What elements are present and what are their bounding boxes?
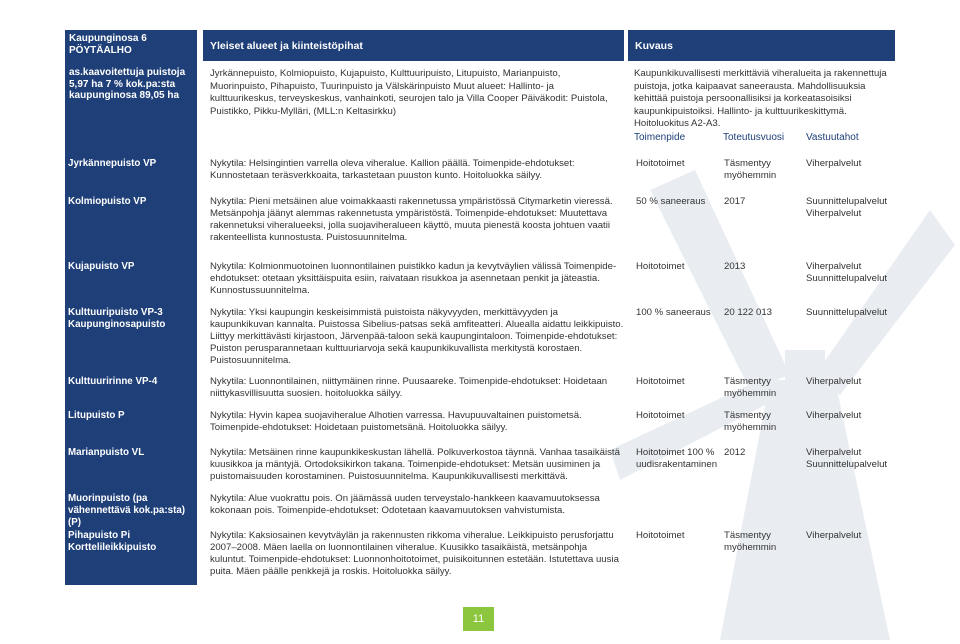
intro-text: Jyrkännepuisto, Kolmiopuisto, Kujapuisto, Kulttuuripuisto, Litupuisto, Marianpuisto, Muorinpuisto, Pihapuisto, Tuurinpuisto ja Välskärinpuisto Muut alueet: Hallinto- ja kulttuurikeskus, terveyskeskus, vanhainkoti, seurojen talo ja Villa Cooper Päiväkodit: Puistola, Puistikko, Pikku-Mylläri, (MLL:n Keltasirkku) xyxy=(210,68,608,117)
district-info-line: kaupunginosa 89,05 ha xyxy=(69,90,180,101)
park-name: Kolmiopuisto VP xyxy=(68,196,147,207)
park-responsible: Viherpalvelut xyxy=(806,376,862,387)
park-action: Hoitotoimet xyxy=(636,261,685,272)
park-action: 50 % saneeraus xyxy=(636,196,706,207)
district-title-line: PÖYTÄALHO xyxy=(69,44,132,56)
park-name: Kulttuuririnne VP-4 xyxy=(68,376,158,387)
park-name: Kulttuuripuisto VP-3 Kaupunginosapuisto xyxy=(68,307,166,330)
park-timing: Täsmentyy myöhemmin xyxy=(724,410,777,433)
park-responsible: Viherpalvelut xyxy=(806,158,862,169)
description-header: Kuvaus xyxy=(628,30,895,61)
park-description: Nykytila: Luonnontilainen, niittymäinen rinne. Puusaareke. Toimenpide-ehdotukset: Hoidetaan niittykasvillisuutta suosien. hoitoluokka säilyy. xyxy=(210,376,608,399)
park-name: Pihapuisto Pi Korttelileikkipuisto xyxy=(68,530,157,553)
park-responsible: Viherpalvelut Suunnittelupalvelut xyxy=(806,261,888,284)
park-description: Nykytila: Kaksiosainen kevytväylän ja rakennusten rikkoma viheralue. Leikkipuisto perusforjattu 2007–2008. Mäen laella on luonnontilainen viheralue. Kuusikko tasaikäistä, metsänpohja kuluntut. Toimenpide-ehdotukset: Luonnonhoitotoimet, puisikoitunnen estetään. Istutettava uusia puita. Mäen päälle penkkejä ja roskis. Hoitoluokka säilyy. xyxy=(210,530,619,577)
district-info-line: 5,97 ha 7 % kok.pa:sta xyxy=(69,78,176,90)
park-timing: Täsmentyy myöhemmin xyxy=(724,530,777,553)
district-info-line: as.kaavoitettuja puistoja xyxy=(69,67,186,78)
column-header-action: Toimenpide xyxy=(634,132,686,143)
park-action: Hoitotoimet xyxy=(636,376,685,387)
park-responsible: Viherpalvelut xyxy=(806,530,862,541)
park-timing: 2017 xyxy=(724,196,746,207)
park-responsible: Suunnittelupalvelut xyxy=(806,307,888,318)
column-header-responsible: Vastuutahot xyxy=(806,132,859,143)
park-name: Litupuisto P xyxy=(68,410,125,421)
park-timing: 2013 xyxy=(724,261,746,272)
park-name: Muorinpuisto (pa vähennettävä kok.pa:sta) (P) xyxy=(68,493,186,528)
park-name: Jyrkännepuisto VP xyxy=(68,158,157,169)
park-responsible: Viherpalvelut Suunnittelupalvelut xyxy=(806,447,888,470)
park-timing: 20 122 013 xyxy=(724,307,773,318)
park-timing: Täsmentyy myöhemmin xyxy=(724,376,777,399)
column-headers xyxy=(634,132,894,144)
park-description: Nykytila: Kolmionmuotoinen luonnontilainen puistikko kadun ja kevytväylien välissä Toimenpide-ehdotukset: otetaan yksittäispuita esiin, raivataan risukkoa ja asennetaan penkit ja jäteastia. Kunnostussuunnitelma. xyxy=(210,261,617,296)
park-action: Hoitotoimet xyxy=(636,158,685,169)
park-action: 100 % saneeraus xyxy=(636,307,711,318)
park-action: Hoitotoimet 100 % uudisrakentaminen xyxy=(636,447,718,470)
page-number: 11 xyxy=(463,607,494,631)
park-description: Nykytila: Metsäinen rinne kaupunkikeskustan lähellä. Polkuverkostoa täynnä. Vanhaa tasaikäistä kuusikkoa ja mäntyjä. Ortodoksikirkon takana. Toimenpide-ehdotukset: Metsän uusiminen ja puistomaisuuden korostaminen. Puistosuunnitelma. Kaupunkikuvallisesti merkittävä. xyxy=(210,447,620,482)
park-description: Nykytila: Hyvin kapea suojaviheralue Alhotien varressa. Havupuuvaltainen puistometsä. Toimenpide-ehdotukset: Hoidetaan puistometsänä. Hoitoluokka säilyy. xyxy=(210,410,582,433)
district-info xyxy=(65,59,197,105)
park-description: Nykytila: Pieni metsäinen alue voimakkaasti rakennetussa ympäristössä Citymarketin vieressä. Metsänpohja jäänyt alemmas rakennetusta ympäristöstä. Toimenpide-ehdotukset: Muutettava rakennetuksi viheralueeksi, jolla suojaviheralueen käyttö, muuta pienestä koosta johtuen vaatii rakenteellista kunnostusta. Puistosuunnitelma. xyxy=(210,196,613,243)
park-action: Hoitotoimet xyxy=(636,530,685,541)
district-title-line: Kaupunginosa 6 xyxy=(69,33,147,44)
park-name: Marianpuisto VL xyxy=(68,447,145,458)
park-timing: Täsmentyy myöhemmin xyxy=(724,158,777,181)
general-areas-header: Yleiset alueet ja kiinteistöpihat xyxy=(203,30,624,61)
park-responsible: Suunnittelupalvelut Viherpalvelut xyxy=(806,196,888,219)
park-action: Hoitotoimet xyxy=(636,410,685,421)
park-name: Kujapuisto VP xyxy=(68,261,135,272)
district-title xyxy=(65,30,197,59)
park-description: Nykytila: Alue vuokrattu pois. On jäämässä uuden terveystalo-hankkeen kaavamuutoksessa kokonaan pois. Toimenpide-ehdotukset: Odotetaan kaavamuutoksen vahvistumista. xyxy=(210,493,600,516)
park-responsible: Viherpalvelut xyxy=(806,410,862,421)
park-timing: 2012 xyxy=(724,447,746,458)
description-text: Kaupunkikuvallisesti merkittäviä viheralueita ja rakennettuja puistoja, jotka kaipaavat saneerausta. Mahdollisuuksia kehittää puistoja persoonallisiksi ja korkeatasoisiksi kaupunkipuistoiksi. Hallinto- ja kulttuurikeskittymä. Hoitoluokitus A2-A3. xyxy=(634,68,887,129)
park-description: Nykytila: Helsingintien varrella oleva viheralue. Kallion päällä. Toimenpide-ehdotukset: Kunnostetaan teräsverkkoaita, tarkastetaan puuston kunto. Hoitoluokka säilyy. xyxy=(210,158,575,181)
column-header-timing: Toteutusvuosi xyxy=(723,132,785,143)
park-description: Nykytila: Yksi kaupungin keskeisimmistä puistoista näkyvyyden, merkittävyyden ja kaupunkikuvan kannalta. Puistossa Sibelius-patsas sekä amfiteatteri. Aluealla aidattu leikkipuisto. Liittyy merkittävästi kirjastoon, Järvenpää-taloon sekä kaupungintaloon. Toimenpide-ehdotukset: Puiston perusparannetaan kulttuuriarvoja sekä kaupunkikuvallista merkitystä korostaen. Puistosuunnitelma. xyxy=(210,307,624,366)
